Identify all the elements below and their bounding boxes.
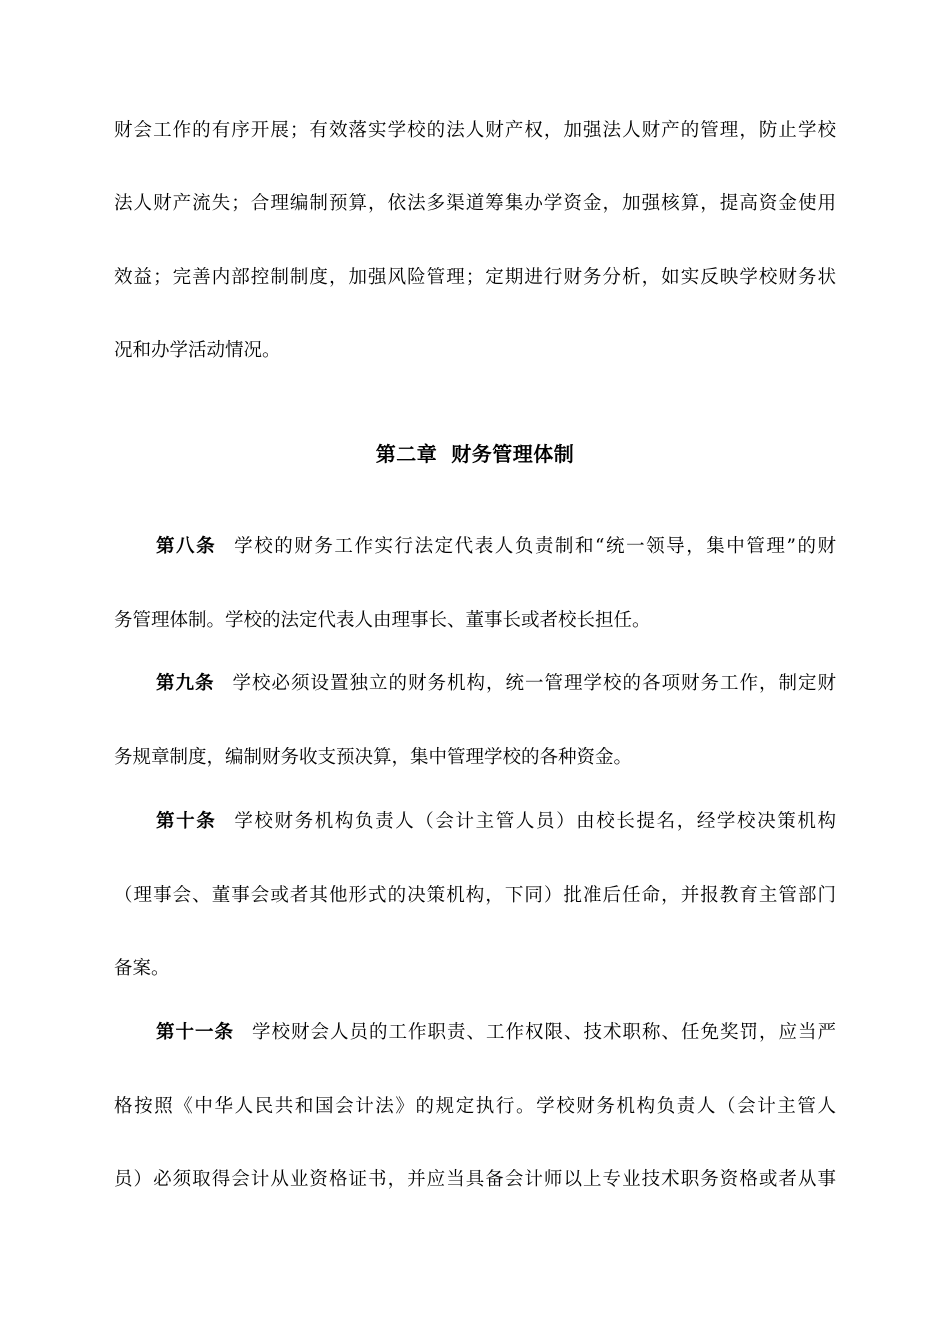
article-first-line bbox=[114, 535, 836, 559]
chapter-title: 财务管理体制 bbox=[451, 442, 575, 466]
article-first-line bbox=[114, 810, 836, 834]
article-text: 学校的财务工作实行法定代表人负责制和“统一领导，集中管理”的财 bbox=[234, 536, 836, 557]
paragraph-line: 法人财产流失；合理编制预算，依法多渠道筹集办学资金，加强核算，提高资金使用 bbox=[114, 193, 836, 214]
article-number: 第八条 bbox=[156, 536, 217, 557]
article-number: 第十条 bbox=[156, 811, 217, 832]
paragraph-line: 备案。 bbox=[114, 958, 170, 979]
paragraph-line: 效益；完善内部控制制度，加强风险管理；定期进行财务分析，如实反映学校财务状 bbox=[114, 267, 836, 288]
chapter-number: 第二章 bbox=[375, 442, 438, 466]
paragraph-line: 财会工作的有序开展；有效落实学校的法人财产权，加强法人财产的管理，防止学校 bbox=[114, 120, 836, 141]
paragraph-line: 况和办学活动情况。 bbox=[114, 340, 281, 361]
paragraph-line: 务规章制度，编制财务收支预决算，集中管理学校的各种资金。 bbox=[114, 747, 633, 768]
chapter-heading bbox=[0, 441, 950, 467]
paragraph-line: 务管理体制。学校的法定代表人由理事长、董事长或者校长担任。 bbox=[114, 610, 651, 631]
article-first-line bbox=[114, 1021, 836, 1045]
paragraph-line: 员）必须取得会计从业资格证书，并应当具备会计师以上专业技术职务资格或者从事 bbox=[114, 1169, 836, 1190]
article-number: 第九条 bbox=[156, 673, 215, 694]
paragraph-line: 格按照《中华人民共和国会计法》的规定执行。学校财务机构负责人（会计主管人 bbox=[114, 1096, 836, 1117]
article-text: 学校必须设置独立的财务机构，统一管理学校的各项财务工作，制定财 bbox=[232, 673, 836, 694]
article-text: 学校财务机构负责人（会计主管人员）由校长提名，经学校决策机构 bbox=[234, 811, 836, 832]
article-number: 第十一条 bbox=[156, 1022, 234, 1043]
article-first-line bbox=[114, 672, 836, 696]
paragraph-line: （理事会、董事会或者其他形式的决策机构，下同）批准后任命，并报教育主管部门 bbox=[114, 885, 836, 906]
article-text: 学校财会人员的工作职责、工作权限、技术职称、任免奖罚，应当严 bbox=[252, 1022, 836, 1043]
